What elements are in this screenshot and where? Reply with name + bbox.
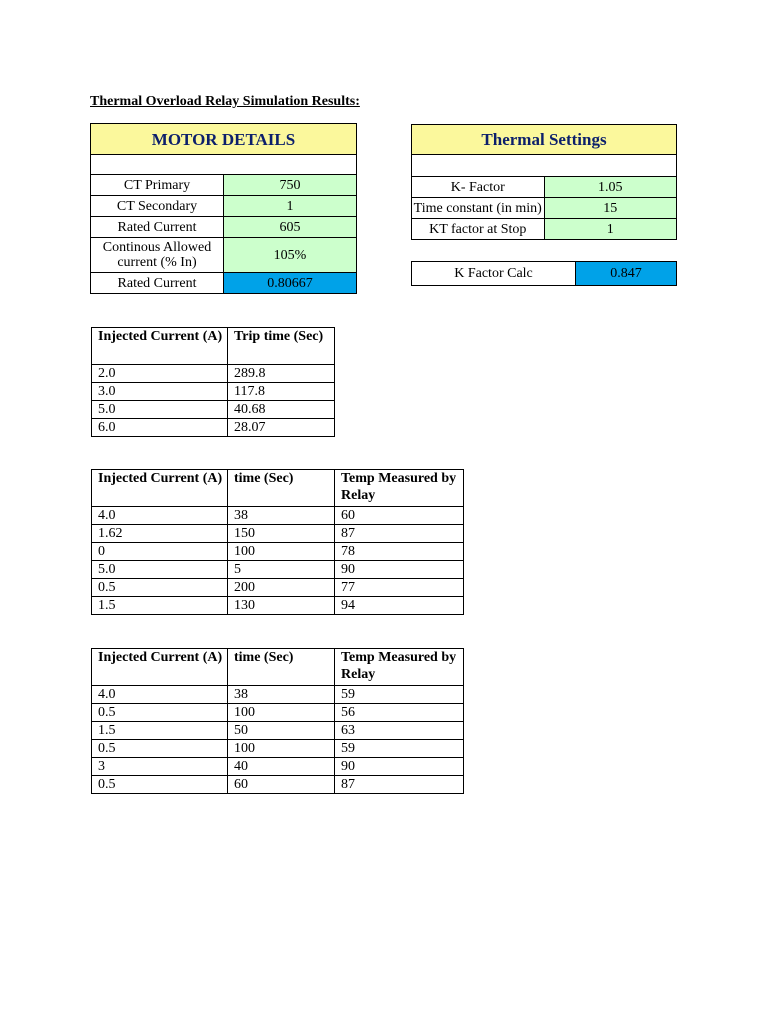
thermal-settings-header: Thermal Settings <box>412 125 677 155</box>
ct-secondary-label: CT Secondary <box>91 196 224 217</box>
table-cell: 4.0 <box>92 507 228 525</box>
motor-details-header: MOTOR DETAILS <box>91 124 357 155</box>
table-cell: 130 <box>228 597 335 615</box>
blank-row <box>412 155 677 177</box>
rated-current-label: Rated Current <box>91 217 224 238</box>
table-row <box>92 579 464 597</box>
allowed-current-label: Continous Allowed current (% In) <box>91 238 224 273</box>
column-header: Injected Current (A) <box>92 470 228 507</box>
kt-factor-label: KT factor at Stop <box>412 219 545 240</box>
table-cell: 0.5 <box>92 704 228 722</box>
time-constant-value[interactable]: 15 <box>544 198 677 219</box>
table-row <box>92 365 335 383</box>
allowed-current-value[interactable]: 105% <box>224 238 357 273</box>
table-cell: 60 <box>228 776 335 794</box>
table-cell: 2.0 <box>92 365 228 383</box>
thermal-settings-table <box>411 124 677 240</box>
table-row <box>92 525 464 543</box>
page-title: Thermal Overload Relay Simulation Results: <box>90 94 360 109</box>
table-cell: 100 <box>228 740 335 758</box>
column-header: time (Sec) <box>228 649 335 686</box>
column-header: Temp Measured by Relay <box>335 470 464 507</box>
table-row <box>92 543 464 561</box>
table-row <box>92 419 335 437</box>
table-cell: 38 <box>228 686 335 704</box>
rated-current-calc-value[interactable]: 0.80667 <box>224 273 357 294</box>
table-cell: 59 <box>335 740 464 758</box>
k-factor-calc-table <box>411 261 677 286</box>
table-cell: 1.62 <box>92 525 228 543</box>
table-row <box>92 597 464 615</box>
ct-secondary-value[interactable]: 1 <box>224 196 357 217</box>
table-row <box>92 561 464 579</box>
table-cell: 0.5 <box>92 579 228 597</box>
table-cell: 60 <box>335 507 464 525</box>
table-row <box>92 401 335 419</box>
k-factor-value[interactable]: 1.05 <box>544 177 677 198</box>
table-cell: 5.0 <box>92 561 228 579</box>
table-cell: 40.68 <box>228 401 335 419</box>
table-row <box>92 383 335 401</box>
table-cell: 0.5 <box>92 740 228 758</box>
table-cell: 117.8 <box>228 383 335 401</box>
table-cell: 3.0 <box>92 383 228 401</box>
temp-measurement-table-1 <box>91 469 464 615</box>
table-cell: 4.0 <box>92 686 228 704</box>
column-header: Temp Measured by Relay <box>335 649 464 686</box>
table-cell: 50 <box>228 722 335 740</box>
table-cell: 78 <box>335 543 464 561</box>
trip-time-table <box>91 327 335 437</box>
table-cell: 77 <box>335 579 464 597</box>
table-cell: 56 <box>335 704 464 722</box>
column-header: time (Sec) <box>228 470 335 507</box>
table-row <box>92 776 464 794</box>
column-header: Injected Current (A) <box>92 649 228 686</box>
table-row <box>92 704 464 722</box>
table-cell: 100 <box>228 704 335 722</box>
table-cell: 3 <box>92 758 228 776</box>
table-cell: 94 <box>335 597 464 615</box>
k-factor-label: K- Factor <box>412 177 545 198</box>
k-factor-calc-label: K Factor Calc <box>412 262 576 286</box>
table-cell: 28.07 <box>228 419 335 437</box>
blank-row <box>91 155 357 175</box>
table-cell: 59 <box>335 686 464 704</box>
table-row <box>92 740 464 758</box>
table-cell: 0 <box>92 543 228 561</box>
table-cell: 100 <box>228 543 335 561</box>
table-cell: 289.8 <box>228 365 335 383</box>
table-cell: 5.0 <box>92 401 228 419</box>
k-factor-calc-value[interactable]: 0.847 <box>576 262 677 286</box>
time-constant-label: Time constant (in min) <box>412 198 545 219</box>
table-cell: 63 <box>335 722 464 740</box>
table-cell: 90 <box>335 758 464 776</box>
table-cell: 87 <box>335 776 464 794</box>
table-cell: 6.0 <box>92 419 228 437</box>
table-cell: 87 <box>335 525 464 543</box>
rated-current-value[interactable]: 605 <box>224 217 357 238</box>
table-cell: 40 <box>228 758 335 776</box>
temp-measurement-table-2 <box>91 648 464 794</box>
table-cell: 90 <box>335 561 464 579</box>
kt-factor-value[interactable]: 1 <box>544 219 677 240</box>
table-cell: 5 <box>228 561 335 579</box>
table-cell: 38 <box>228 507 335 525</box>
table-cell: 200 <box>228 579 335 597</box>
ct-primary-value[interactable]: 750 <box>224 175 357 196</box>
table-cell: 1.5 <box>92 597 228 615</box>
table-cell: 150 <box>228 525 335 543</box>
table-cell: 0.5 <box>92 776 228 794</box>
rated-current-calc-label: Rated Current <box>91 273 224 294</box>
table-cell: 1.5 <box>92 722 228 740</box>
table-row <box>92 758 464 776</box>
ct-primary-label: CT Primary <box>91 175 224 196</box>
table-row <box>92 722 464 740</box>
motor-details-table <box>90 123 357 294</box>
column-header: Trip time (Sec) <box>228 328 335 365</box>
column-header: Injected Current (A) <box>92 328 228 365</box>
table-row <box>92 507 464 525</box>
table-row <box>92 686 464 704</box>
